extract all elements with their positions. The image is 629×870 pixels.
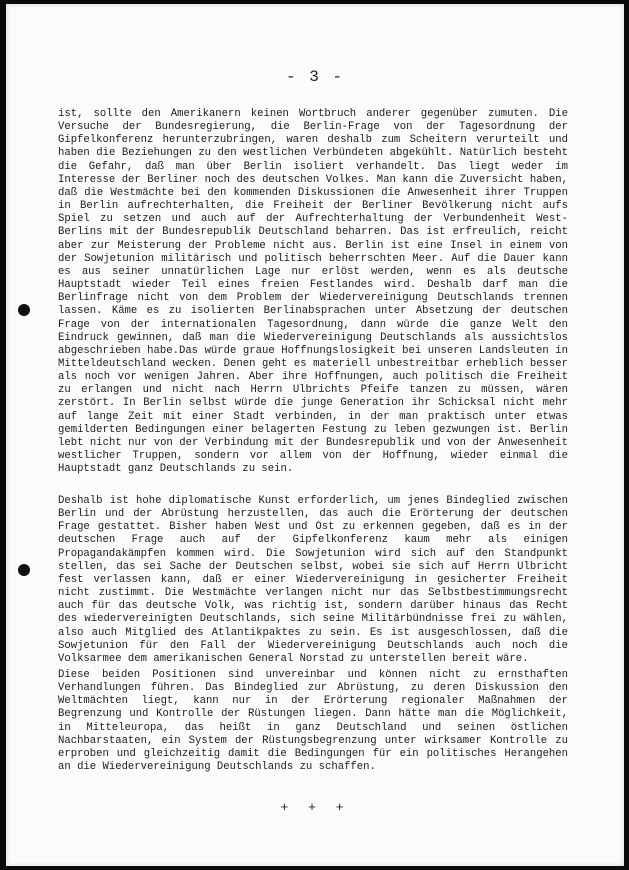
paragraph-1: ist, sollte den Amerikanern keinen Wortbruch anderer gegenüber zumuten. Die Versuche der Bundesregierung, die Berlin-Frage von der Tagesordnung der Gipfelkonferenz herunterzubringen, waren deshalb zum Scheitern verurteilt und haben die Beziehungen zu den westlichen Verbündeten abgekühlt. Natürlich besteht die Gefahr, daß man über Berlin isoliert verhandelt. Das liegt weder im Interesse der Berliner noch des deutschen Volkes. Man kann die Zuversicht haben, daß die Westmächte bei den kommenden Diskussionen die Anwesenheit ihrer Truppen in Berlin aufrechterhalten, die Freiheit der Berliner Bevölkerung nicht aufs Spiel zu setzen und auch auf der Aufrechterhaltung der Verbundenheit West-Berlins mit der Bundesrepublik Deutschland beharren. Das ist erfreulich, reicht aber zur Meisterung der Probleme nicht aus. Berlin ist eine Insel in einem von der Sowjetunion militärisch und politisch beherrschten Meer. Auf die Dauer kann es aus seiner unnatürlichen Lage nur erlöst werden, wenn es als deutsche Hauptstadt wieder Teil eines freien Festlandes wird. Deshalb darf man die Berlinfrage nicht von dem Problem der Wiedervereinigung Deutschlands trennen lassen. Käme es zu isolierten Berlinabsprachen unter Absetzung der deutschen Frage von der internationalen Tagesordnung, dann würde die ganze Welt den Eindruck gewinnen, daß man die Wiedervereinigung Deutschlands als aussichtslos abgeschrieben habe.Das würde graue Hoffnungslosigkeit bei unseren Landsleuten in Mitteldeutschland wecken. Denen geht es materiell unbestreitbar erheblich besser als noch vor wenigen Jahren. Aber ihre Hoffnungen, auch politisch die Freiheit zu erlangen und nicht nach Herrn Ulbrichts Pfeife tanzen zu müssen, wären zerstört. In Berlin selbst würde die junge Generation ihr Schicksal nicht mehr auf lange Zeit mit einer Stadt verbinden, in der man praktisch unter etwas gemilderten Bedingungen einer belagerten Festung zu leben gezwungen ist. Berlin lebt nicht nur von der Verbindung mit der Bundesrepublik und von der Anwesenheit westlicher Truppen, sondern vor allem von der Hoffnung, wieder einmal die Hauptstadt ganz Deutschlands zu sein. bbox=[58, 108, 568, 476]
page-number: - 3 - bbox=[285, 68, 344, 86]
paragraph-2: Deshalb ist hohe diplomatische Kunst erforderlich, um jenes Bindeglied zwischen Berlin und der Abrüstung herzustellen, das auch die Erörterung der deutschen Frage gestattet. Bisher haben West und Ost zu erkennen gegeben, daß es in der deutschen Frage auch auf der Gipfelkonferenz kaum mehr als einigen Propagandakämpfen kommen wird. Die Sowjetunion wird sich auf den Standpunkt stellen, das sei Sache der Deutschen selbst, wobei sie sich auf Herrn Ulbricht fest verlassen kann, daß er einer Wiedervereinigung in gesicherter Freiheit nicht zustimmt. Die Westmächte verlangen nicht nur das Selbstbestimmungsrecht auch für das deutsche Volk, was richtig ist, sondern darüber hinaus das Recht des wiedervereinigten Deutschlands, sich seine Militärbündnisse frei zu wählen, also auch Mitglied des Atlantikpaktes zu sein. Es ist ausgeschlossen, daß die Sowjetunion für den Fall der Wiedervereinigung Deutschlands auch noch die Volksarmee dem amerikanischen General Norstad zu unterstellen bereit wäre. bbox=[58, 495, 568, 665]
paragraph-3: Diese beiden Positionen sind unvereinbar und können nicht zu ernsthaften Verhandlungen führen. Das Bindeglied zur Abrüstung, zu deren Diskussion den Weltmächten liegt, kann nur in der Erörterung regionaler Maßnahmen der Begrenzung und Kontrolle der Rüstungen liegen. Dann hätte man die Möglichkeit, in Mitteleuropa, das heißt in ganz Deutschland und seinen östlichen Nachbarstaaten, ein System der Rüstungsbegrenzung unter wirksamer Kontrolle zu erproben und gleichzeitig damit die Bedingungen für ein politisches Herangehen an die Wiedervereinigung Deutschlands zu schaffen. bbox=[58, 669, 568, 774]
end-mark: + + + bbox=[280, 800, 350, 815]
punch-hole bbox=[18, 564, 30, 576]
document-page bbox=[6, 4, 624, 866]
punch-hole bbox=[18, 304, 30, 316]
